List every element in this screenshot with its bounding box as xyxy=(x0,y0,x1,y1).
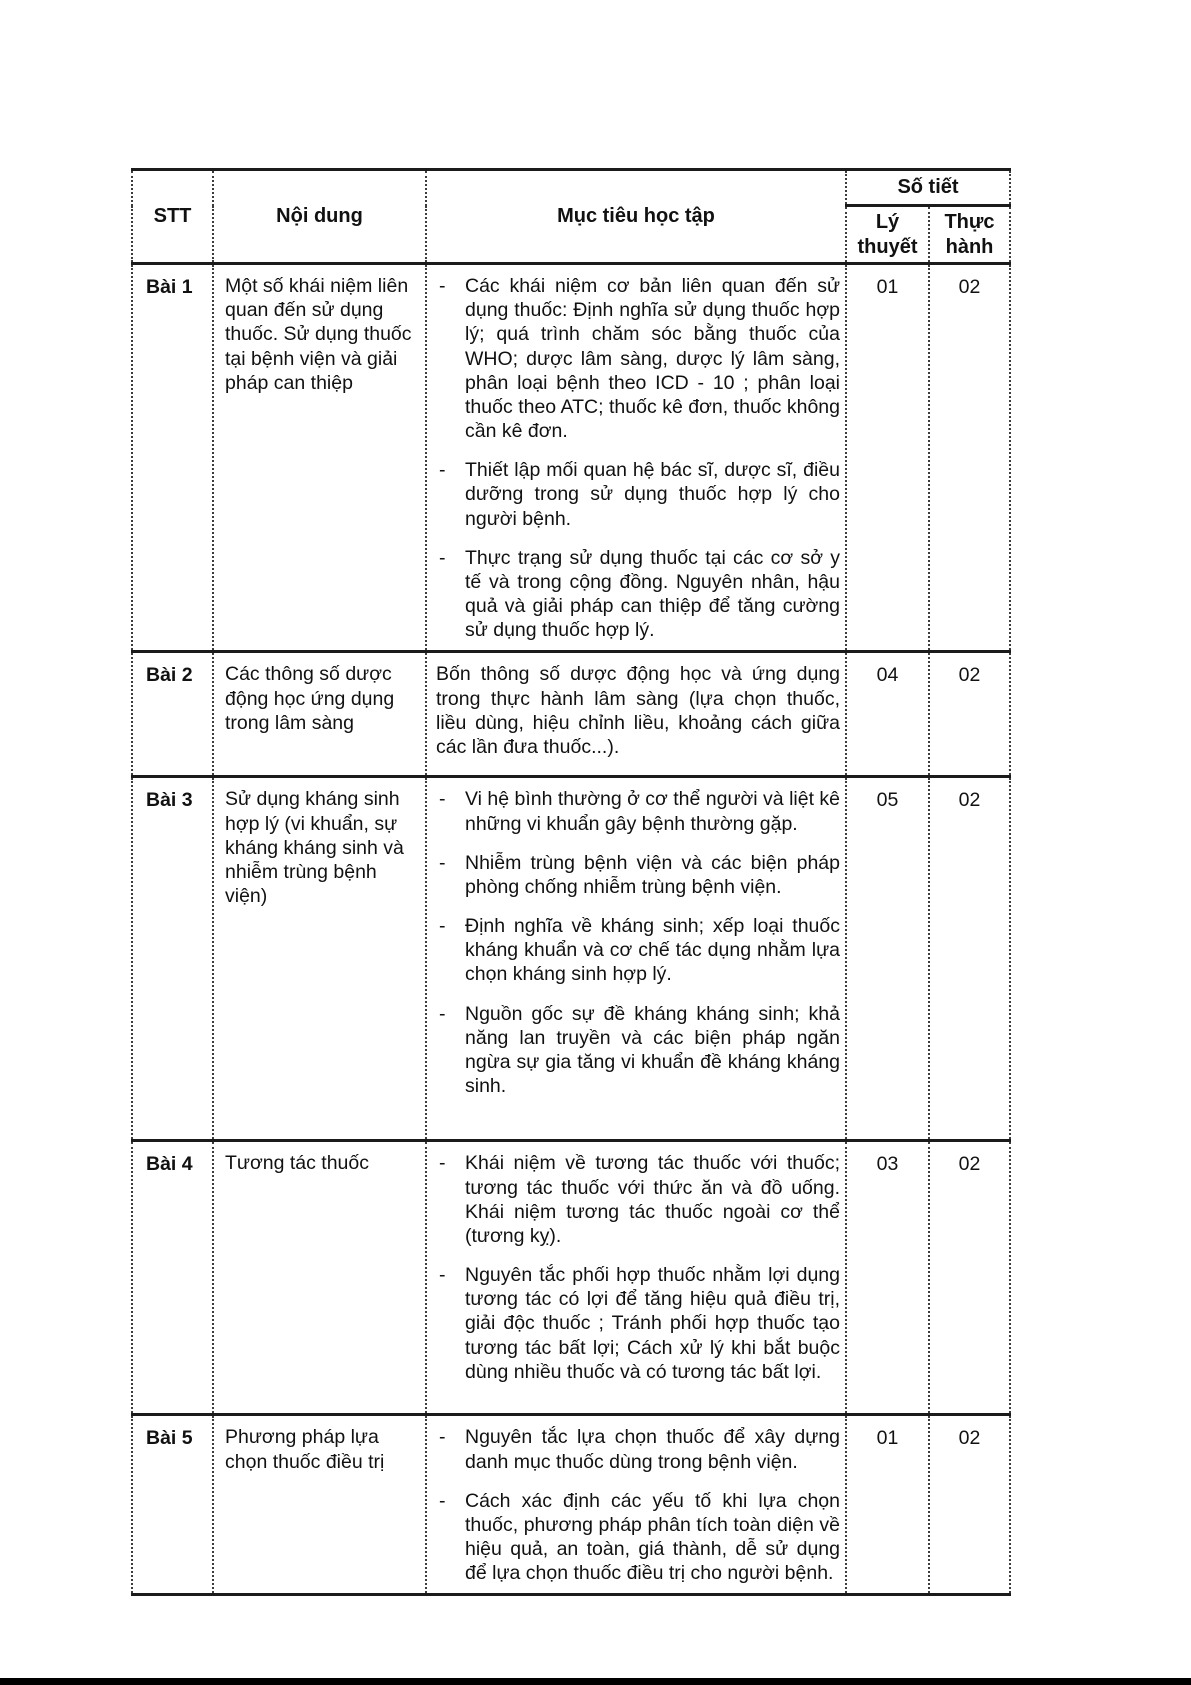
bullet-dash: - xyxy=(439,1489,446,1512)
cell-stt: Bài 2 xyxy=(132,652,213,777)
cell-practice-hours: 02 xyxy=(929,1141,1010,1415)
objective-item xyxy=(436,274,840,443)
bullet-dash: - xyxy=(439,1152,446,1175)
bullet-dash: - xyxy=(439,459,446,482)
cell-objectives xyxy=(426,652,846,777)
col-header-objectives: Mục tiêu học tập xyxy=(426,170,846,264)
bullet-dash: - xyxy=(439,546,446,569)
objective-item xyxy=(436,1002,840,1099)
objective-item xyxy=(436,1425,840,1473)
col-header-practice: Thực hành xyxy=(929,206,1010,264)
cell-practice-hours: 02 xyxy=(929,777,1010,1141)
cell-practice-hours: 02 xyxy=(929,1415,1010,1595)
bullet-dash: - xyxy=(439,915,446,938)
objective-item xyxy=(436,458,840,531)
cell-topic: Phương pháp lựa chọn thuốc điều trị xyxy=(213,1415,426,1595)
table-row-bai-5 xyxy=(132,1415,1010,1595)
bullet-dash: - xyxy=(439,275,446,297)
cell-theory-hours: 03 xyxy=(846,1141,929,1415)
cell-practice-hours: 02 xyxy=(929,652,1010,777)
objective-text: Bốn thông số dược động học và ứng dụng trong thực hành lâm sàng (lựa chọn thuốc, liều dùng, hiệu chỉnh liều, khoảng cách giữa các lần đưa thuốc...). xyxy=(436,663,840,758)
col-header-stt: STT xyxy=(132,170,213,264)
objective-text: Nhiễm trùng bệnh viện và các biện pháp phòng chống nhiễm trùng bệnh viện. xyxy=(465,851,840,898)
objective-text: Nguyên tắc lựa chọn thuốc để xây dựng danh mục thuốc dùng trong bệnh viện. xyxy=(465,1426,840,1473)
objective-text: Nguyên tắc phối hợp thuốc nhằm lợi dụng tương tác có lợi để tăng hiệu quả điều trị, giải độc thuốc ; Tránh phối hợp thuốc tạo tương tác bất lợi; Cách xử lý khi bắt buộc dùng nhiều thuốc và có tương tác bất lợi. xyxy=(465,1264,840,1383)
objective-text: Khái niệm về tương tác thuốc với thuốc; tương tác thuốc với thức ăn và đồ uống. Khái niệm tương tác thuốc ngoài cơ thể (tương kỵ). xyxy=(465,1152,840,1247)
cell-stt: Bài 3 xyxy=(132,777,213,1141)
col-header-topic: Nội dung xyxy=(213,170,426,264)
objective-text: Định nghĩa về kháng sinh; xếp loại thuốc kháng khuẩn và cơ chế tác dụng nhằm lựa chọn kháng sinh hợp lý. xyxy=(465,915,840,986)
cell-theory-hours: 04 xyxy=(846,652,929,777)
objective-text: Thiết lập mối quan hệ bác sĩ, dược sĩ, điều dưỡng trong sử dụng thuốc hợp lý cho người bệnh. xyxy=(465,459,840,530)
table-row-bai-2 xyxy=(132,652,1010,777)
bullet-dash: - xyxy=(439,788,446,811)
objective-item xyxy=(436,1489,840,1586)
objective-item xyxy=(436,914,840,987)
col-header-theory: Lý thuyết xyxy=(846,206,929,264)
syllabus-table xyxy=(131,168,1011,1596)
table-row-bai-1 xyxy=(132,264,1010,652)
table-row-bai-3 xyxy=(132,777,1010,1141)
objective-text: Cách xác định các yếu tố khi lựa chọn thuốc, phương pháp phân tích toàn diện về hiệu quả, an toàn, giá thành, dễ sử dụng để lựa chọn thuốc điều trị cho người bệnh. xyxy=(465,1489,840,1585)
cell-objectives xyxy=(426,264,846,652)
objective-text: Nguồn gốc sự đề kháng kháng sinh; khả năng lan truyền và các biện pháp ngăn ngừa sự gia tăng vi khuẩn đề kháng kháng sinh. xyxy=(465,1002,840,1098)
cell-objectives xyxy=(426,1141,846,1415)
cell-topic: Tương tác thuốc xyxy=(213,1141,426,1415)
cell-objectives xyxy=(426,777,846,1141)
table-row-bai-4 xyxy=(132,1141,1010,1415)
cell-practice-hours: 02 xyxy=(929,264,1010,652)
cell-stt: Bài 5 xyxy=(132,1415,213,1595)
objective-text: Vi hệ bình thường ở cơ thể người và liệt kê những vi khuẩn gây bệnh thường gặp. xyxy=(465,788,841,835)
bullet-dash: - xyxy=(439,1264,446,1287)
cell-topic: Sử dụng kháng sinh hợp lý (vi khuẩn, sự kháng kháng sinh và nhiễm trùng bệnh viện) xyxy=(213,777,426,1141)
cell-theory-hours: 05 xyxy=(846,777,929,1141)
objective-item xyxy=(436,546,840,643)
cell-theory-hours: 01 xyxy=(846,264,929,652)
cell-stt: Bài 1 xyxy=(132,264,213,652)
objective-item xyxy=(436,1151,840,1248)
col-header-hours-group: Số tiết xyxy=(846,170,1010,206)
objective-item xyxy=(436,787,840,835)
bullet-dash: - xyxy=(439,851,446,874)
objective-item xyxy=(436,851,840,899)
objective-text: Các khái niệm cơ bản liên quan đến sử dụng thuốc: Định nghĩa sử dụng thuốc hợp lý; quá trình chăm sóc bằng thuốc của WHO; dược lâm sàng, dược lý lâm sàng, phân loại bệnh theo ICD - 10 ; phân loại thuốc theo ATC; thuốc kê đơn, thuốc không cần kê đơn. xyxy=(465,275,840,443)
cell-stt: Bài 4 xyxy=(132,1141,213,1415)
bullet-dash: - xyxy=(439,1002,446,1025)
objective-item xyxy=(436,662,840,759)
cell-topic: Các thông số dược động học ứng dụng trong lâm sàng xyxy=(213,652,426,777)
bullet-dash: - xyxy=(439,1426,446,1449)
objective-text: Thực trạng sử dụng thuốc tại các cơ sở y tế và trong cộng đồng. Nguyên nhân, hậu quả và giải pháp can thiệp để tăng cường sử dụng thuốc hợp lý. xyxy=(465,546,840,642)
page-bottom-edge xyxy=(0,1678,1191,1685)
header-row-top xyxy=(132,170,1010,206)
cell-objectives xyxy=(426,1415,846,1595)
cell-topic: Một số khái niệm liên quan đến sử dụng thuốc. Sử dụng thuốc tại bệnh viện và giải pháp can thiệp xyxy=(213,264,426,652)
cell-theory-hours: 01 xyxy=(846,1415,929,1595)
objective-item xyxy=(436,1263,840,1384)
